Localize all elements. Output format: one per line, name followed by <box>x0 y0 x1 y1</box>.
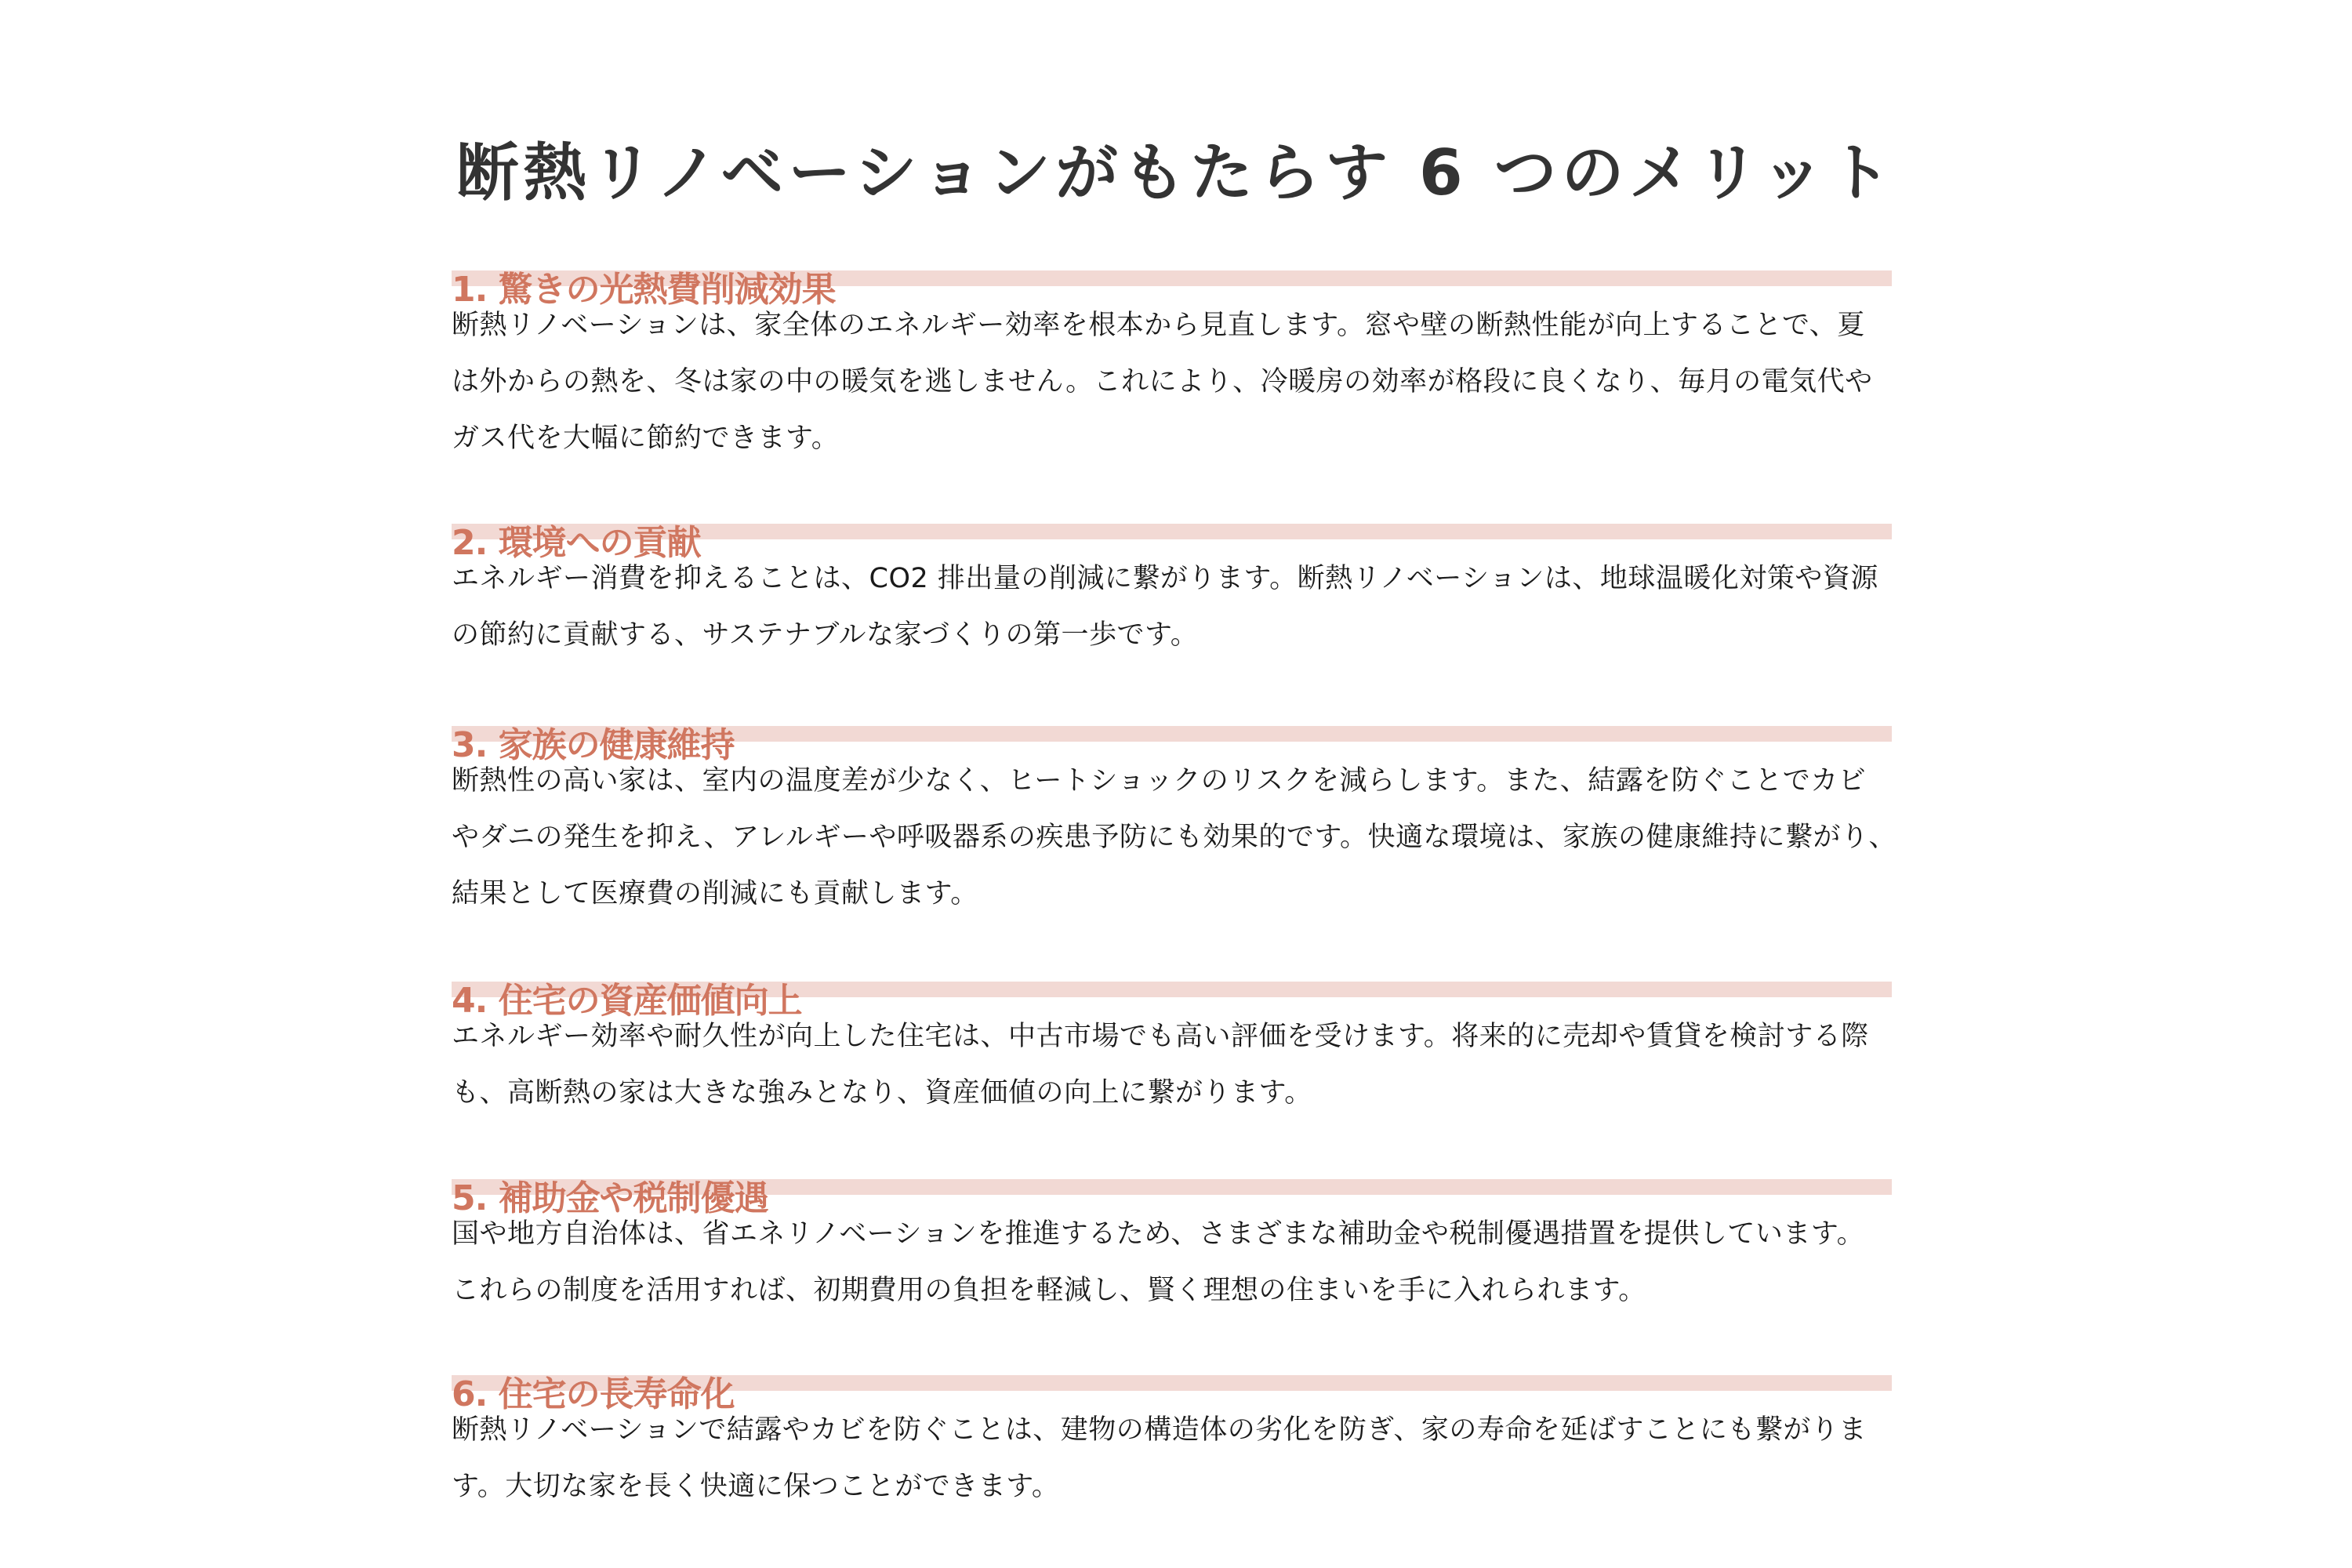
section-heading-text: 3. 家族の健康維持 <box>452 724 735 765</box>
section-heading-text: 2. 環境への貢献 <box>452 522 701 563</box>
body-line: 断熱リノベーションは、家全体のエネルギー効率を根本から見直します。窓や壁の断熱性能が向上することで、夏 <box>452 310 1865 341</box>
section-body <box>452 1008 1892 1121</box>
body-line: エネルギー消費を抑えることは、CO2 排出量の削減に繋がります。断熱リノベーションは、地球温暖化対策や資源 <box>452 563 1878 594</box>
merit-section-2 <box>452 492 1892 663</box>
section-heading <box>452 239 1892 310</box>
page-title: 断熱リノベーションがもたらす 6 つのメリット <box>456 136 1896 209</box>
section-heading-text: 6. 住宅の長寿命化 <box>452 1374 735 1414</box>
section-heading-text: 4. 住宅の資産価値向上 <box>452 980 802 1021</box>
section-heading <box>452 950 1892 1021</box>
body-line: エネルギー効率や耐久性が向上した住宅は、中古市場でも高い評価を受けます。将来的に売却や賃貸を検討する際 <box>452 1021 1869 1052</box>
section-heading <box>452 695 1892 765</box>
body-line: ガス代を大幅に節約できます。 <box>452 423 840 454</box>
body-line: 断熱リノベーションで結露やカビを防ぐことは、建物の構造体の劣化を防ぎ、家の寿命を延ばすことにも繋がりま <box>452 1414 1867 1446</box>
body-line: は外からの熱を、冬は家の中の暖気を逃しません。これにより、冷暖房の効率が格段に良くなり、毎月の電気代や <box>452 366 1873 397</box>
body-line: の節約に貢献する、サステナブルな家づくりの第一歩です。 <box>452 619 1199 651</box>
body-line: 結果として医療費の削減にも貢献します。 <box>452 878 978 909</box>
body-line: 国や地方自治体は、省エネリノベーションを推進するため、さまざまな補助金や税制優遇措置を提供しています。 <box>452 1218 1865 1250</box>
section-body <box>452 753 1897 922</box>
section-body <box>452 1206 1892 1319</box>
body-line: やダニの発生を抑え、アレルギーや呼吸器系の疾患予防にも効果的です。快適な環境は、家族の健康維持に繋がり、 <box>452 822 1897 853</box>
section-body <box>452 297 1892 466</box>
merit-section-1 <box>452 239 1892 466</box>
merit-section-4 <box>452 950 1892 1121</box>
merit-section-6 <box>452 1344 1892 1515</box>
section-heading-text: 1. 驚きの光熱費削減効果 <box>452 269 836 310</box>
section-heading <box>452 1148 1892 1218</box>
section-heading-text: 5. 補助金や税制優遇 <box>452 1178 768 1218</box>
body-line: 断熱性の高い家は、室内の温度差が少なく、ヒートショックのリスクを減らします。また、結露を防ぐことでカビ <box>452 765 1867 797</box>
merit-section-5 <box>452 1148 1892 1319</box>
body-line: これらの制度を活用すれば、初期費用の負担を軽減し、賢く理想の住まいを手に入れられます。 <box>452 1275 1646 1306</box>
section-heading <box>452 492 1892 563</box>
section-body <box>452 1402 1892 1515</box>
merit-section-3 <box>452 695 1897 922</box>
body-line: す。大切な家を長く快適に保つことができます。 <box>452 1471 1060 1502</box>
body-line: も、高断熱の家は大きな強みとなり、資産価値の向上に繋がります。 <box>452 1077 1312 1109</box>
section-heading <box>452 1344 1892 1414</box>
section-body <box>452 550 1892 663</box>
